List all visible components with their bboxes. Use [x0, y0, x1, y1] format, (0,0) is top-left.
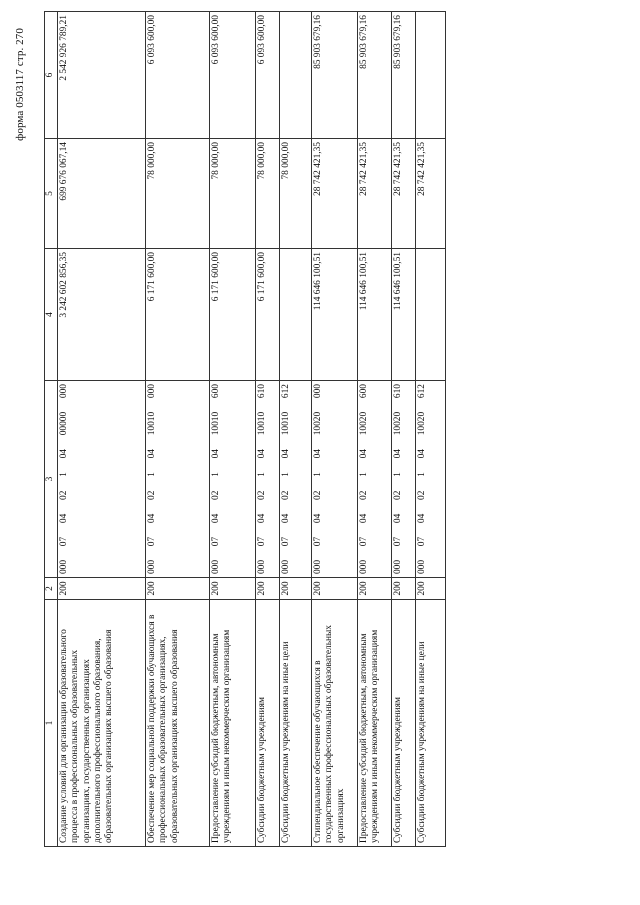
budget-code-part: 02 — [257, 490, 267, 500]
row-approved: 114 646 100,51 — [392, 249, 416, 381]
row-unexecuted: 85 903 679,16 — [358, 12, 392, 139]
row-name: Обеспечение мер социальной поддержки обучающихся в профессиональных образовательных организациях, образовательных организациях высшего образования — [146, 600, 210, 847]
row-executed: 78 000,00 — [256, 139, 280, 249]
budget-code-part: 07 — [257, 536, 267, 547]
budget-code-part: 04 — [281, 513, 291, 524]
budget-code-part: 04 — [281, 449, 291, 459]
budget-code-part: 04 — [417, 449, 427, 459]
row-unexecuted: 2 542 926 789,21 — [58, 12, 146, 139]
budget-code-part: 1 — [281, 472, 291, 477]
table-row — [58, 12, 146, 847]
row-budget-code — [210, 381, 256, 578]
budget-code-part: 02 — [281, 490, 291, 500]
budget-code-part: 07 — [359, 536, 369, 547]
row-line-code: 200 — [280, 578, 312, 600]
row-budget-code — [392, 381, 416, 578]
row-approved — [280, 249, 312, 381]
budget-code-part: 10010 — [147, 411, 157, 436]
row-executed: 28 742 421,35 — [358, 139, 392, 249]
budget-code-parts — [417, 384, 428, 574]
budget-code-part: 000 — [147, 384, 157, 399]
budget-code-part: 000 — [147, 559, 157, 574]
budget-code-part: 1 — [417, 472, 427, 477]
row-line-code: 200 — [392, 578, 416, 600]
form-label: форма 0503117 стр. 270 — [14, 28, 26, 141]
row-line-code: 200 — [58, 578, 146, 600]
table-row — [256, 12, 280, 847]
budget-code-part: 1 — [147, 472, 157, 477]
row-line-code: 200 — [146, 578, 210, 600]
budget-code-part: 02 — [359, 490, 369, 500]
budget-code-part: 000 — [417, 559, 427, 574]
table-row — [392, 12, 416, 847]
row-executed: 699 676 067,14 — [58, 139, 146, 249]
row-approved: 3 242 602 856,35 — [58, 249, 146, 381]
table-row — [312, 12, 358, 847]
budget-code-parts — [281, 384, 292, 574]
row-budget-code — [280, 381, 312, 578]
row-line-code: 200 — [256, 578, 280, 600]
budget-code-part: 000 — [281, 559, 291, 574]
table-row — [210, 12, 256, 847]
budget-code-part: 10010 — [211, 411, 221, 436]
budget-code-part: 04 — [313, 513, 323, 524]
budget-code-part: 610 — [393, 384, 403, 399]
budget-code-parts — [211, 384, 222, 574]
row-line-code: 200 — [358, 578, 392, 600]
budget-code-part: 000 — [393, 559, 403, 574]
row-name: Субсидии бюджетным учреждениям — [392, 600, 416, 847]
row-name: Стипендиальное обеспечение обучающихся в государственных профессиональных образовательных организациях — [312, 600, 358, 847]
budget-code-part: 000 — [313, 559, 323, 574]
budget-code-part: 000 — [211, 559, 221, 574]
budget-code-part: 02 — [211, 490, 221, 500]
budget-code-part: 000 — [257, 559, 267, 574]
budget-code-part: 10020 — [393, 411, 403, 436]
budget-code-part: 1 — [257, 472, 267, 477]
row-approved — [416, 249, 446, 381]
row-name: Предоставление субсидий бюджетным, автономным учреждениям и иным некоммерческим организациям — [210, 600, 256, 847]
budget-code-part: 1 — [59, 472, 69, 477]
header-col-5: 5 — [45, 139, 58, 249]
budget-code-part: 04 — [359, 513, 369, 524]
row-name: Субсидии бюджетным учреждениям на иные цели — [280, 600, 312, 847]
row-unexecuted: 6 093 600,00 — [146, 12, 210, 139]
row-name: Создание условий для организации образовательного процесса в профессиональных образовательных организациях, государственных организациях дополнительного профессионального образования, образовательных организациях высшего образования — [58, 600, 146, 847]
budget-code-part: 04 — [147, 449, 157, 459]
table-row — [358, 12, 392, 847]
row-name: Предоставление субсидий бюджетным, автономным учреждениям и иным некоммерческим организациям — [358, 600, 392, 847]
budget-code-parts — [359, 384, 370, 574]
budget-code-part: 10010 — [281, 411, 291, 436]
row-unexecuted: 85 903 679,16 — [392, 12, 416, 139]
budget-code-part: 07 — [417, 536, 427, 547]
header-col-1: 1 — [45, 600, 58, 847]
row-name: Субсидии бюджетным учреждениям на иные цели — [416, 600, 446, 847]
row-line-code: 200 — [210, 578, 256, 600]
budget-code-part: 02 — [59, 490, 69, 500]
header-col-2: 2 — [45, 578, 58, 600]
budget-code-part: 612 — [281, 384, 291, 399]
budget-code-part: 07 — [313, 536, 323, 547]
row-budget-code — [358, 381, 392, 578]
budget-code-part: 04 — [393, 513, 403, 524]
header-col-4: 4 — [45, 249, 58, 381]
row-unexecuted — [280, 12, 312, 139]
budget-code-part: 000 — [313, 384, 323, 399]
header-col-6: 6 — [45, 12, 58, 139]
row-unexecuted: 85 903 679,16 — [312, 12, 358, 139]
budget-code-part: 02 — [417, 490, 427, 500]
budget-code-part: 1 — [359, 472, 369, 477]
row-executed: 28 742 421,35 — [416, 139, 446, 249]
budget-code-parts — [59, 384, 70, 574]
budget-code-part: 04 — [147, 513, 157, 524]
budget-code-part: 612 — [417, 384, 427, 399]
table-row — [280, 12, 312, 847]
budget-code-part: 04 — [211, 513, 221, 524]
budget-code-part: 02 — [147, 490, 157, 500]
table-row — [416, 12, 446, 847]
budget-code-part: 04 — [59, 513, 69, 524]
budget-code-parts — [313, 384, 324, 574]
budget-code-part: 04 — [59, 449, 69, 459]
row-executed: 28 742 421,35 — [392, 139, 416, 249]
budget-code-part: 04 — [257, 449, 267, 459]
budget-code-part: 02 — [393, 490, 403, 500]
budget-code-part: 000 — [359, 559, 369, 574]
budget-code-part: 10020 — [417, 411, 427, 436]
budget-code-part: 10010 — [257, 411, 267, 436]
budget-code-part: 04 — [393, 449, 403, 459]
row-approved: 6 171 600,00 — [146, 249, 210, 381]
budget-code-part: 1 — [313, 472, 323, 477]
table-header-row — [45, 12, 58, 847]
row-budget-code — [256, 381, 280, 578]
row-budget-code — [146, 381, 210, 578]
budget-code-part: 04 — [417, 513, 427, 524]
budget-code-part: 07 — [59, 536, 69, 547]
row-executed: 78 000,00 — [146, 139, 210, 249]
row-line-code: 200 — [416, 578, 446, 600]
budget-code-part: 02 — [313, 490, 323, 500]
row-line-code: 200 — [312, 578, 358, 600]
row-unexecuted: 6 093 600,00 — [210, 12, 256, 139]
row-name: Субсидии бюджетным учреждениям — [256, 600, 280, 847]
row-unexecuted: 6 093 600,00 — [256, 12, 280, 139]
table-row — [146, 12, 210, 847]
budget-code-part: 00000 — [59, 411, 69, 436]
budget-code-part: 600 — [211, 384, 221, 399]
budget-code-part: 1 — [211, 472, 221, 477]
budget-code-parts — [393, 384, 404, 574]
budget-code-part: 04 — [359, 449, 369, 459]
budget-code-parts — [147, 384, 158, 574]
row-budget-code — [416, 381, 446, 578]
budget-code-part: 000 — [59, 384, 69, 399]
row-budget-code — [58, 381, 146, 578]
budget-code-part: 000 — [59, 559, 69, 574]
budget-code-part: 610 — [257, 384, 267, 399]
budget-code-part: 07 — [281, 536, 291, 547]
budget-code-part: 1 — [393, 472, 403, 477]
row-executed: 78 000,00 — [280, 139, 312, 249]
budget-code-part: 04 — [211, 449, 221, 459]
row-executed: 78 000,00 — [210, 139, 256, 249]
budget-code-part: 10020 — [313, 411, 323, 436]
report-table — [44, 11, 446, 847]
budget-code-part: 07 — [393, 536, 403, 547]
header-col-3: 3 — [45, 381, 58, 578]
row-approved: 6 171 600,00 — [210, 249, 256, 381]
row-approved: 114 646 100,51 — [358, 249, 392, 381]
budget-code-part: 04 — [257, 513, 267, 524]
budget-code-part: 07 — [147, 536, 157, 547]
budget-code-part: 600 — [359, 384, 369, 399]
report-table-body — [45, 12, 446, 847]
budget-code-part: 07 — [211, 536, 221, 547]
row-budget-code — [312, 381, 358, 578]
row-approved: 114 646 100,51 — [312, 249, 358, 381]
row-approved: 6 171 600,00 — [256, 249, 280, 381]
row-executed: 28 742 421,35 — [312, 139, 358, 249]
row-unexecuted — [416, 12, 446, 139]
budget-code-part: 04 — [313, 449, 323, 459]
budget-code-parts — [257, 384, 268, 574]
budget-code-part: 10020 — [359, 411, 369, 436]
